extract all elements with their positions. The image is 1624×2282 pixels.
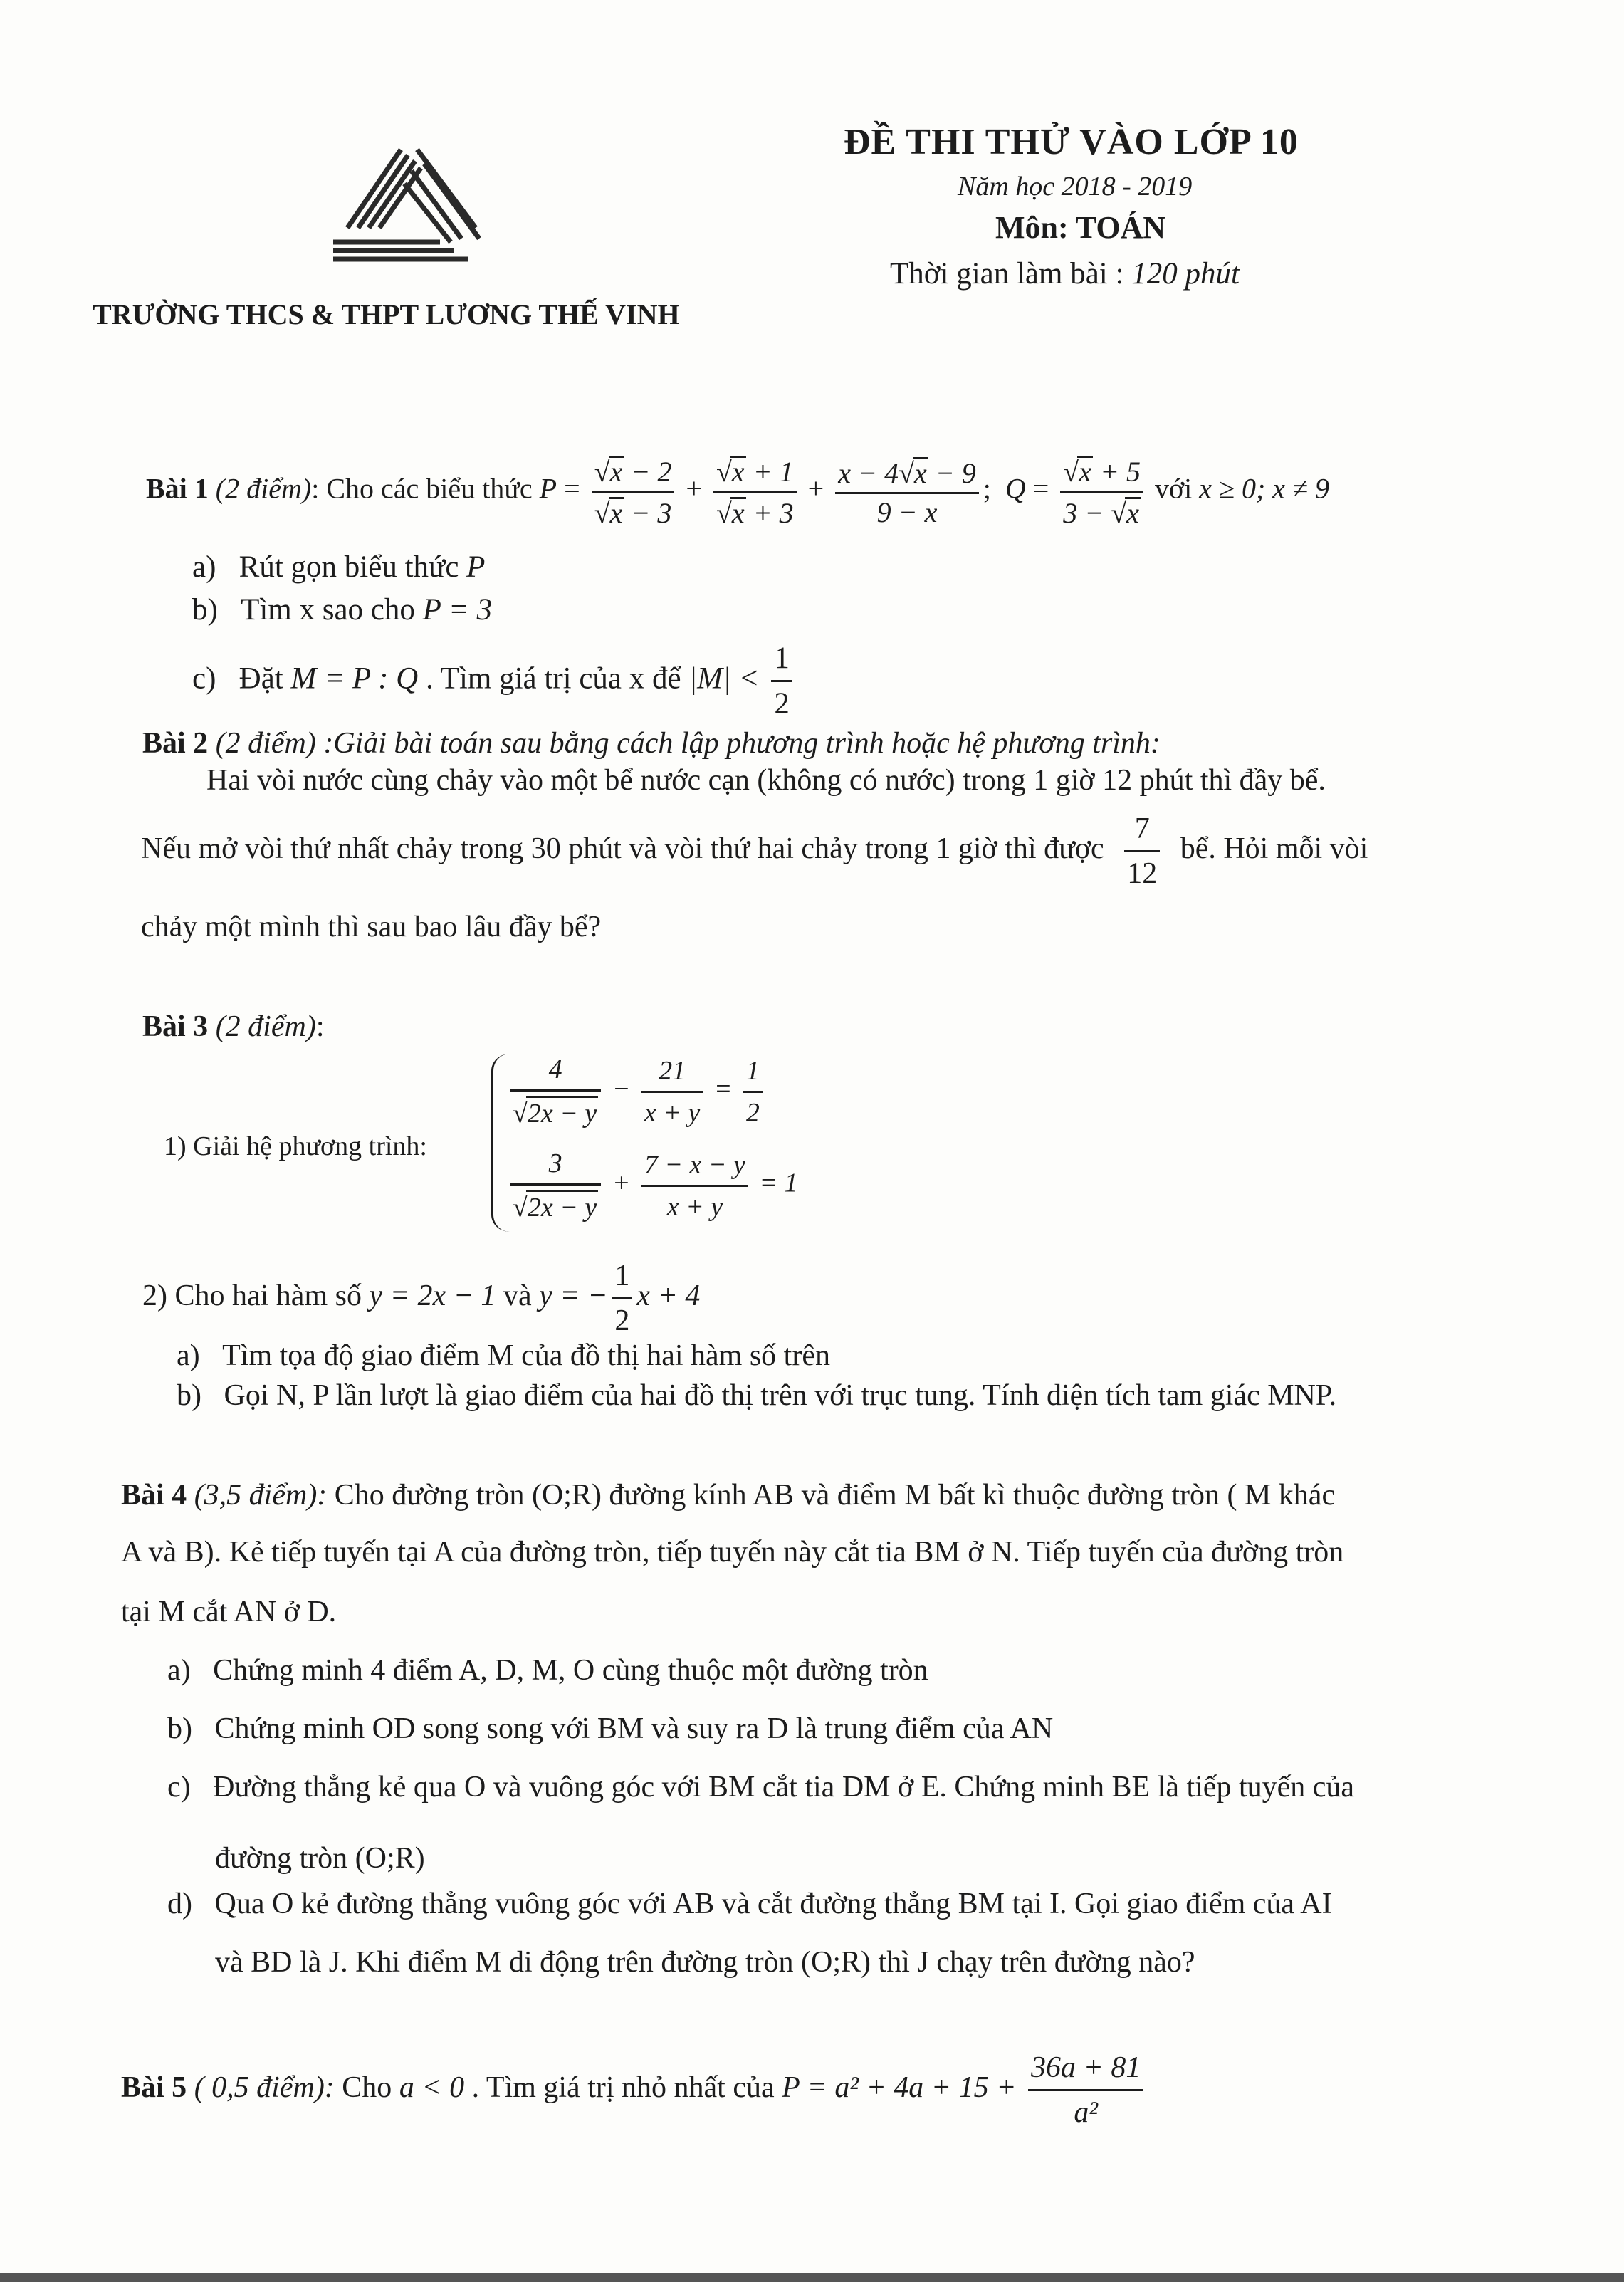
item-text: Tìm x sao cho [241, 593, 423, 627]
item-mark: d) [167, 1888, 192, 1920]
exam-title: ĐỀ THI THỬ VÀO LỚP 10 [844, 122, 1299, 162]
function-1: y = 2x − 1 [369, 1279, 496, 1313]
problem-2-line-1: Hai vòi nước cùng chảy vào một bể nước cạn (không có nước) trong 1 giờ 12 phút thì đầy bể. [206, 764, 1326, 797]
item-mark: a) [192, 550, 216, 584]
school-name: TRƯỜNG THCS & THPT LƯƠNG THẾ VINH [93, 298, 680, 330]
school-logo-icon [333, 142, 497, 271]
item-mark: b) [177, 1379, 201, 1412]
problem-4-line-1 [121, 1478, 1335, 1512]
subject: Môn: TOÁN [995, 210, 1166, 245]
plus-sign: + [807, 472, 832, 505]
item-text: Chứng minh OD song song với BM và suy ra D là trung điểm của AN [214, 1712, 1054, 1745]
problem-3-heading [142, 1010, 324, 1044]
problem-4-line-2: A và B). Kẻ tiếp tuyến tại A của đường tròn, tiếp tuyến này cắt tia BM ở N. Tiếp tuyến của đường tròn [121, 1536, 1344, 1569]
item-text: Qua O kẻ đường thẳng vuông góc với AB và cắt đường thẳng BM tại I. Gọi giao điểm của AI [214, 1888, 1332, 1920]
expression: P = a² + 4a + 15 + [782, 2071, 1024, 2105]
problem-2-intro: :Giải bài toán sau bằng cách lập phương trình hoặc hệ phương trình: [315, 727, 1161, 760]
fraction-Q: $\frac{√x + 5}{3 - √x}$ [1060, 456, 1143, 528]
problem-4-score: (3,5 điểm): [187, 1479, 328, 1512]
problem-1-label: Bài 1 [146, 472, 209, 505]
condition-label: với [1155, 472, 1200, 505]
function-2-rest: x + 4 [636, 1279, 701, 1313]
expr-Q: Q [1005, 472, 1026, 505]
problem-3-label: Bài 3 [142, 1010, 209, 1043]
item-text: Đặt [239, 661, 291, 696]
problem-3-part-2 [142, 1259, 700, 1338]
problem-2-score: (2 điểm) [208, 727, 316, 760]
problem-5-label: Bài 5 [121, 2071, 187, 2105]
problem-3-item-b [177, 1378, 1336, 1413]
item-text: Gọi N, P lần lượt là giao điểm của hai đồ thị trên với trục tung. Tính diện tích tam giác MNP. [224, 1379, 1337, 1412]
problem-2-heading [142, 726, 1161, 760]
item-mark: c) [192, 661, 216, 696]
eq-sign: = [1025, 472, 1057, 505]
function-2: y = − [539, 1279, 608, 1313]
fraction-half: $\frac{1}{2}$ [771, 641, 792, 721]
scan-edge [0, 2273, 1624, 2282]
problem-5-score: ( 0,5 điểm): [187, 2071, 335, 2105]
text: Nếu mở vòi thứ nhất chảy trong 30 phút và vòi thứ hai chảy trong 1 giờ thì được [141, 832, 1104, 866]
problem-4-line-3: tại M cắt AN ở D. [121, 1596, 337, 1628]
fraction-2: $\frac{√x + 1}{√x + 3}$ [713, 456, 797, 528]
school-year: Năm học 2018 - 2019 [958, 172, 1193, 201]
problem-2-label: Bài 2 [142, 727, 209, 760]
problem-1-intro: : Cho các biểu thức [311, 472, 540, 505]
problem-2-line-2 [141, 812, 1368, 891]
expr-P: P [539, 472, 557, 505]
item-mark: c) [167, 1771, 191, 1804]
problem-1c [192, 641, 797, 721]
time-value: 120 phút [1131, 257, 1240, 291]
fraction-half: $\frac{1}{2}$ [612, 1259, 632, 1338]
text: . Tìm giá trị nhỏ nhất của [464, 2071, 782, 2105]
item-text: Chứng minh 4 điểm A, D, M, O cùng thuộc một đường tròn [213, 1654, 928, 1687]
equation: M = P : Q [290, 661, 419, 696]
problem-5 [121, 2051, 1148, 2130]
item-mark: b) [192, 593, 218, 627]
problem-1b [192, 592, 492, 627]
inequality: |M| < [688, 661, 768, 696]
problem-4-item-b [167, 1712, 1053, 1746]
text: Cho [334, 2071, 399, 2105]
text: Cho đường tròn (O;R) đường kính AB và điểm M bất kì thuộc đường tròn ( M khác [327, 1479, 1336, 1512]
problem-3-part-1: 1) Giải hệ phương trình: [164, 1131, 427, 1161]
item-mark: a) [167, 1654, 191, 1687]
equation: P = 3 [422, 593, 493, 627]
item-text: . Tìm giá trị của x để [418, 661, 689, 696]
problem-4-label: Bài 4 [121, 1479, 187, 1512]
item-text: Đường thẳng kẻ qua O và vuông góc với BM cắt tia DM ở E. Chứng minh BE là tiếp tuyến của [213, 1771, 1355, 1804]
item-mark: b) [167, 1712, 192, 1745]
time-label: Thời gian làm bài : [890, 257, 1132, 291]
problem-1-statement [146, 456, 1329, 528]
text: 2) Cho hai hàm số [142, 1279, 370, 1313]
time-allowed [890, 256, 1240, 291]
system-eq-2: $\frac{3}{√2x - y}$ + $\frac{7 - x - y}{x + y}$ = 1 [505, 1148, 798, 1223]
problem-1-score: (2 điểm) [208, 472, 312, 505]
problem-4-item-d [167, 1887, 1332, 1921]
plus-sign: + [686, 472, 709, 505]
text: và [496, 1279, 540, 1313]
fraction-7-12: $\frac{7}{12}$ [1124, 812, 1160, 891]
expr-P: P [466, 550, 486, 584]
inequality: a < 0 [399, 2071, 465, 2105]
item-mark: a) [177, 1339, 200, 1372]
fraction-1: $\frac{√x - 2}{√x - 3}$ [592, 456, 675, 528]
item-text: Rút gọn biểu thức [239, 550, 467, 584]
eq-sign: = [557, 472, 587, 505]
problem-4-item-a [167, 1653, 928, 1687]
problem-4-item-c-cont: đường tròn (O;R) [215, 1842, 425, 1875]
item-text: Tìm tọa độ giao điểm M của đồ thị hai hàm số trên [222, 1339, 830, 1372]
fraction-p5: $\frac{36a + 81}{\text{a²}}$ [1028, 2051, 1143, 2130]
fraction-3: $\frac{x - 4√x - 9}{9 - x}$ [835, 457, 978, 527]
condition: x ≥ 0; x ≠ 9 [1199, 472, 1329, 505]
problem-2-line-3: chảy một mình thì sau bao lâu đầy bể? [141, 911, 602, 943]
system-eq-1: $\frac{4}{√2x - y}$ − $\frac{21}{x + y}$ = $\frac{1}{2}$ [505, 1054, 767, 1129]
text: bể. Hỏi mỗi vòi [1180, 832, 1368, 866]
problem-4-item-c [167, 1770, 1354, 1804]
equation-system [491, 1054, 819, 1239]
colon: : [315, 1010, 325, 1043]
problem-3-item-a [177, 1339, 830, 1373]
problem-3-score: (2 điểm) [208, 1010, 316, 1043]
semicolon: ; [983, 472, 991, 505]
problem-4-item-d-cont: và BD là J. Khi điểm M di động trên đường tròn (O;R) thì J chạy trên đường nào? [215, 1946, 1195, 1979]
problem-1a [192, 550, 485, 585]
